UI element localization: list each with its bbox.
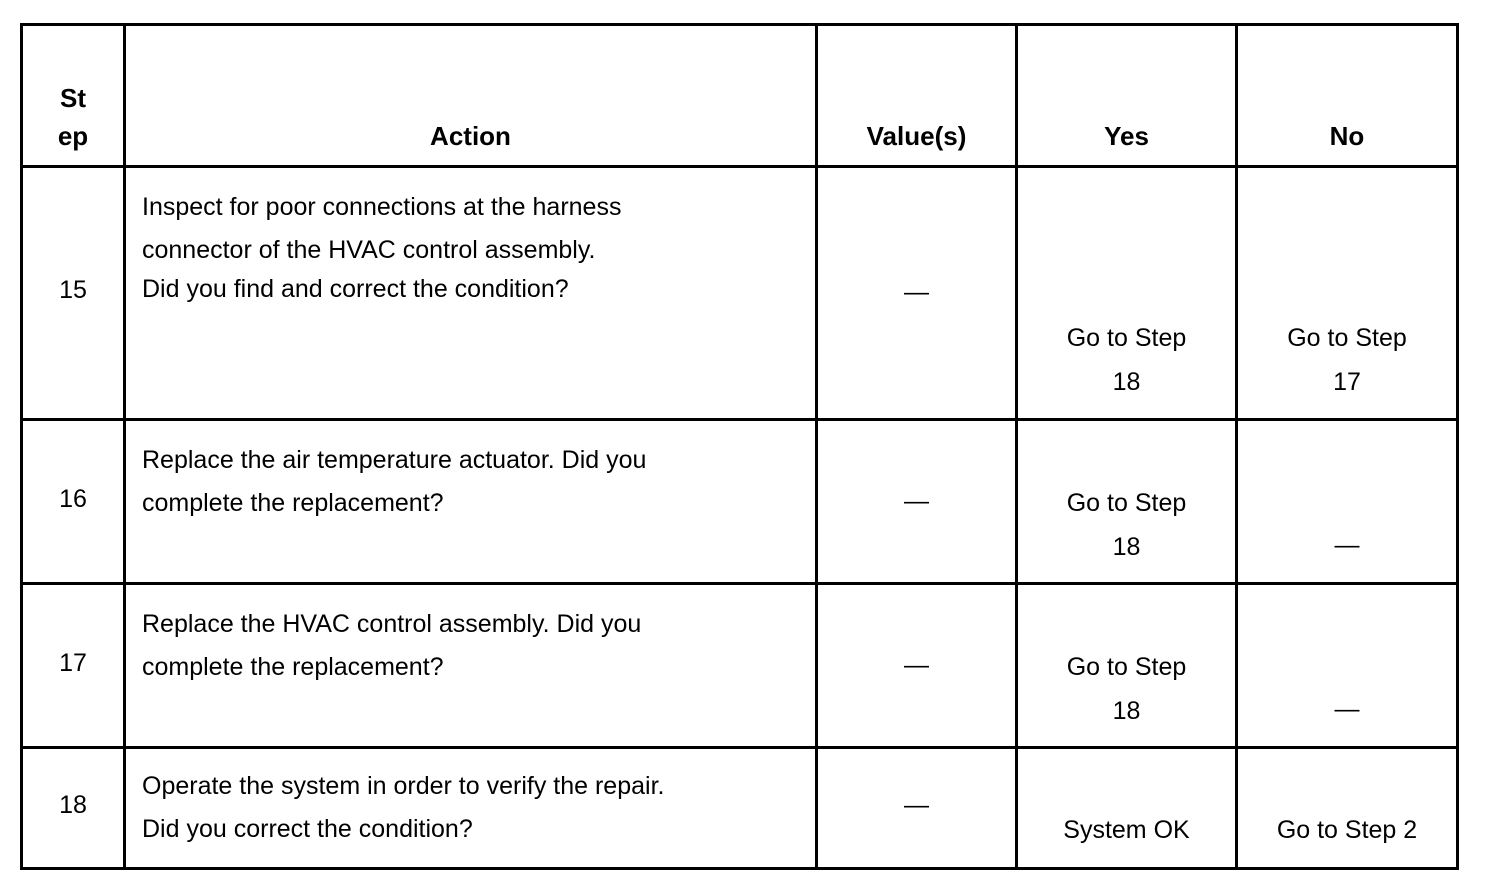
yes-line: 18 (1112, 697, 1141, 725)
header-step (22, 25, 125, 167)
header-values (817, 25, 1017, 167)
header-no (1237, 25, 1458, 167)
action-line: complete the replacement? (142, 489, 444, 517)
no-cell (1237, 584, 1458, 748)
diagnostic-table (20, 23, 1459, 870)
no-cell (1237, 748, 1458, 869)
action-line: Replace the HVAC control assembly. Did you (142, 610, 642, 638)
no-cell (1237, 420, 1458, 584)
value-dash: — (904, 278, 929, 306)
action-line: Did you correct the condition? (142, 815, 473, 843)
action-line: Operate the system in order to verify the repair. (142, 772, 665, 800)
yes-line: 18 (1112, 368, 1141, 396)
value-dash: — (904, 651, 929, 679)
step-number: 16 (59, 485, 87, 513)
table-row (22, 420, 1458, 584)
header-no-label: No (1329, 121, 1365, 151)
step-number: 17 (59, 649, 87, 677)
no-line: Go to Step 2 (1276, 816, 1418, 844)
yes-line: 18 (1112, 533, 1141, 561)
no-line: 17 (1333, 368, 1361, 396)
header-values-label: Value(s) (866, 121, 967, 151)
table-row (22, 167, 1458, 420)
yes-cell (1017, 584, 1237, 748)
yes-cell (1017, 167, 1237, 420)
yes-line: Go to Step (1066, 489, 1187, 517)
header-yes (1017, 25, 1237, 167)
action-cell (125, 420, 817, 584)
action-cell (125, 167, 817, 420)
yes-line: Go to Step (1066, 324, 1187, 352)
step-cell (22, 420, 125, 584)
step-cell (22, 167, 125, 420)
header-yes-label: Yes (1104, 121, 1149, 151)
yes-cell (1017, 748, 1237, 869)
step-cell (22, 584, 125, 748)
yes-line: Go to Step (1066, 653, 1187, 681)
header-step-line1: St (60, 83, 86, 113)
step-number: 18 (59, 791, 87, 819)
value-cell (817, 420, 1017, 584)
step-cell (22, 748, 125, 869)
action-cell (125, 748, 817, 869)
action-cell (125, 584, 817, 748)
header-row (22, 25, 1458, 167)
value-cell (817, 748, 1017, 869)
table-row (22, 584, 1458, 748)
value-dash: — (904, 487, 929, 515)
no-dash: — (1334, 531, 1360, 559)
action-line: Did you find and correct the condition? (142, 275, 569, 303)
header-action-label: Action (430, 121, 511, 151)
table-row (22, 748, 1458, 869)
yes-line: System OK (1063, 816, 1190, 844)
yes-cell (1017, 420, 1237, 584)
no-line: Go to Step (1287, 324, 1407, 352)
no-dash: — (1334, 695, 1360, 723)
action-line: Replace the air temperature actuator. Did you (142, 446, 647, 474)
header-action (125, 25, 817, 167)
value-cell (817, 584, 1017, 748)
header-step-line2: ep (57, 121, 89, 151)
action-line: complete the replacement? (142, 653, 444, 681)
no-cell (1237, 167, 1458, 420)
action-line: Inspect for poor connections at the harness (142, 193, 622, 221)
action-line: connector of the HVAC control assembly. (142, 236, 596, 264)
value-cell (817, 167, 1017, 420)
value-dash: — (904, 791, 929, 819)
step-number: 15 (59, 276, 87, 304)
